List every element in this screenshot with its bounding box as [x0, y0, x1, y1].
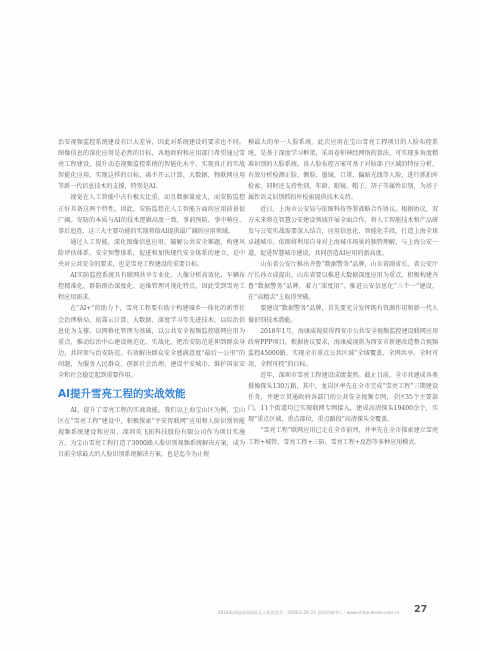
body-paragraph: 近年，深圳市雪亮工程建设成绩斐然。截止目前，全市共建成各类摄像探头130万路，其中，龙岗区率先在全市完成“雪亮工程”三期建设任务，并建立贯通政府各部门的公共安全视频专网，全区35个主要部门、11个街道均已实现联网专网接入，建成高清探头19400余个，实现“重点区域、重点部位、重点路段”高清探头全覆盖。 [248, 371, 438, 424]
body-paragraph: AI，提升了雪亮工程的实战效能。我们以上海宝山区为例，宝山区在“雪亮工程”建设中，积极探索“平安智联网”应用和人脸识别智能视频系统建设和应用，深圳英飞拓科技股份有限公司作为项目实施方，为宝山雪亮工程打造了3000路人脸识别视频系统解决方案，成为目前全球最大的人脸识别系统解决方案，也是迄今为止规 [58, 407, 245, 459]
body-paragraph: 2018年1月，海康威视获得西安市公共安全视频监控建设联网应用政府PPP项目。根据协议要求，海康威视将为西安市新建改造整合视频监控45000路，实现全市重点公共区域“全域覆盖、全网共享、全时可用、全程可控”的目标。 [248, 327, 438, 368]
body-paragraph: 模最大的单一人脸系统。此次应用在宝山雪亮工程项目的人脸布控系统，是基于深度学习框架，采用卷积神经网络的算法，可实现多角度精准识别的人脸系统。该人脸布控方案可基于对脸部子区域的特征分析，有效分析检测正脸、侧脸、墨镜、口罩、偏暗光线等人脸，进行抓拍库检索，同时还支持性别、年龄、眼镜、帽子、胡子等属性识别，为基于属性语义识别抓拍库检索提供技术支持。 [248, 139, 438, 202]
body-paragraph: 治安视频监控系统建设有巨大差异，因此对系统建设的要求也不同。图像信息的深化应用是必然的目标，各地政府和应用部门希望通过雪亮工程建设，提升动态视频监控系统的智能化水平，实现真正的实战智能化应用，实现这样的目标，离不开云计算、大数据、物联网应用等新一代信息技术的支撑，特别是AI。 [58, 139, 245, 191]
section-heading: AI提升雪亮工程的实战效能 [58, 388, 186, 401]
body-paragraph: AI实防监控系统具有联网共享专业化、人像分析高效化、车辆布控精准化、群防群治深度化、运维管理可视化特点，因此受到雪亮工程应用需求。 [58, 272, 245, 302]
body-paragraph: 山东省公安厅推出齐鲁“数据警务”品牌，山东省副省长、省公安厅厅长孙立成提出，山东省要以推进大数据深度应用为重点，积极构建齐鲁“数据警务”品牌，着力“深度用”，推进公安信息化“三个一”建设，在“高精尖”上取得突破。 [248, 261, 438, 302]
body-paragraph: 在“AI+”的助力下，雪亮工程要有助于构建城乡一体化的新型社会治理格局，依靠云计算、大数据、深度学习等先进技术，以综治信息化为支撑，以网格化管理为基础，以公共安全视频监控联网应用为重点，推动综治中心建设规范化、实战化，把治安防范延伸到群众身边，共同参与治安防范，有效解决群众安全感满意度“最后一公里”的问题，为服务人民群众、创新社会治理、建设平安城市、维护国家安全和社会稳定起到重要作用。 [58, 305, 245, 379]
body-paragraph: 近日，上海市公安局与依图科技签署战略合作协议。根据协议，双方未来将在智慧公安建设领域开展全面合作，将人工智能技术和产品研发与公安实战需要深入结合，应用信息化、智能化手段，打造上海全球卓越城市。依图将利用自身对上海城市场景的独特理解，与上海公安一道，促进智慧城市建设，共同创造AI应用的新高度。 [248, 205, 438, 257]
body-paragraph: “雪亮工程”联网应用已走在全市前列，并率先在全市探索建立雪亮工程+城管、雪亮工程+三防、雪亮工程+反恐等多种应用模式。 [248, 427, 438, 446]
left-text-column [58, 137, 245, 461]
body-paragraph: 视觉在人工智能中占有极大比重，而且数据量庞大，而安防监控正好具备这两个特性。因此，安防监控在人工智能方面的应用前景很广阔。安防的本质与AI的技术逻辑高度一致，事前预防、事中响应、事后追查，这三大主要功能的实现将给AI提供最广阔的应用领域。 [58, 194, 245, 235]
right-text-column [248, 137, 438, 448]
page-number: 27 [414, 604, 428, 615]
body-paragraph: 通过人工智能，深化图像信息应用，破解公共安全难题，构建风险评估体系、安全预警体系，促进和加快现代安全体系的建立，是中央对公共安全的要求，也是雪亮工程建设的重要目标。 [58, 238, 245, 269]
body-paragraph: 要建设“数据警务”品牌，首先要充分发挥既有资源作用和新一代人像识别技术潜能。 [248, 305, 438, 324]
footer-text: 2018第四届深圳国际无人机展览会｜2018.6.20–22 深圳会展中心｜www.china-drone.com.cn [218, 610, 400, 615]
